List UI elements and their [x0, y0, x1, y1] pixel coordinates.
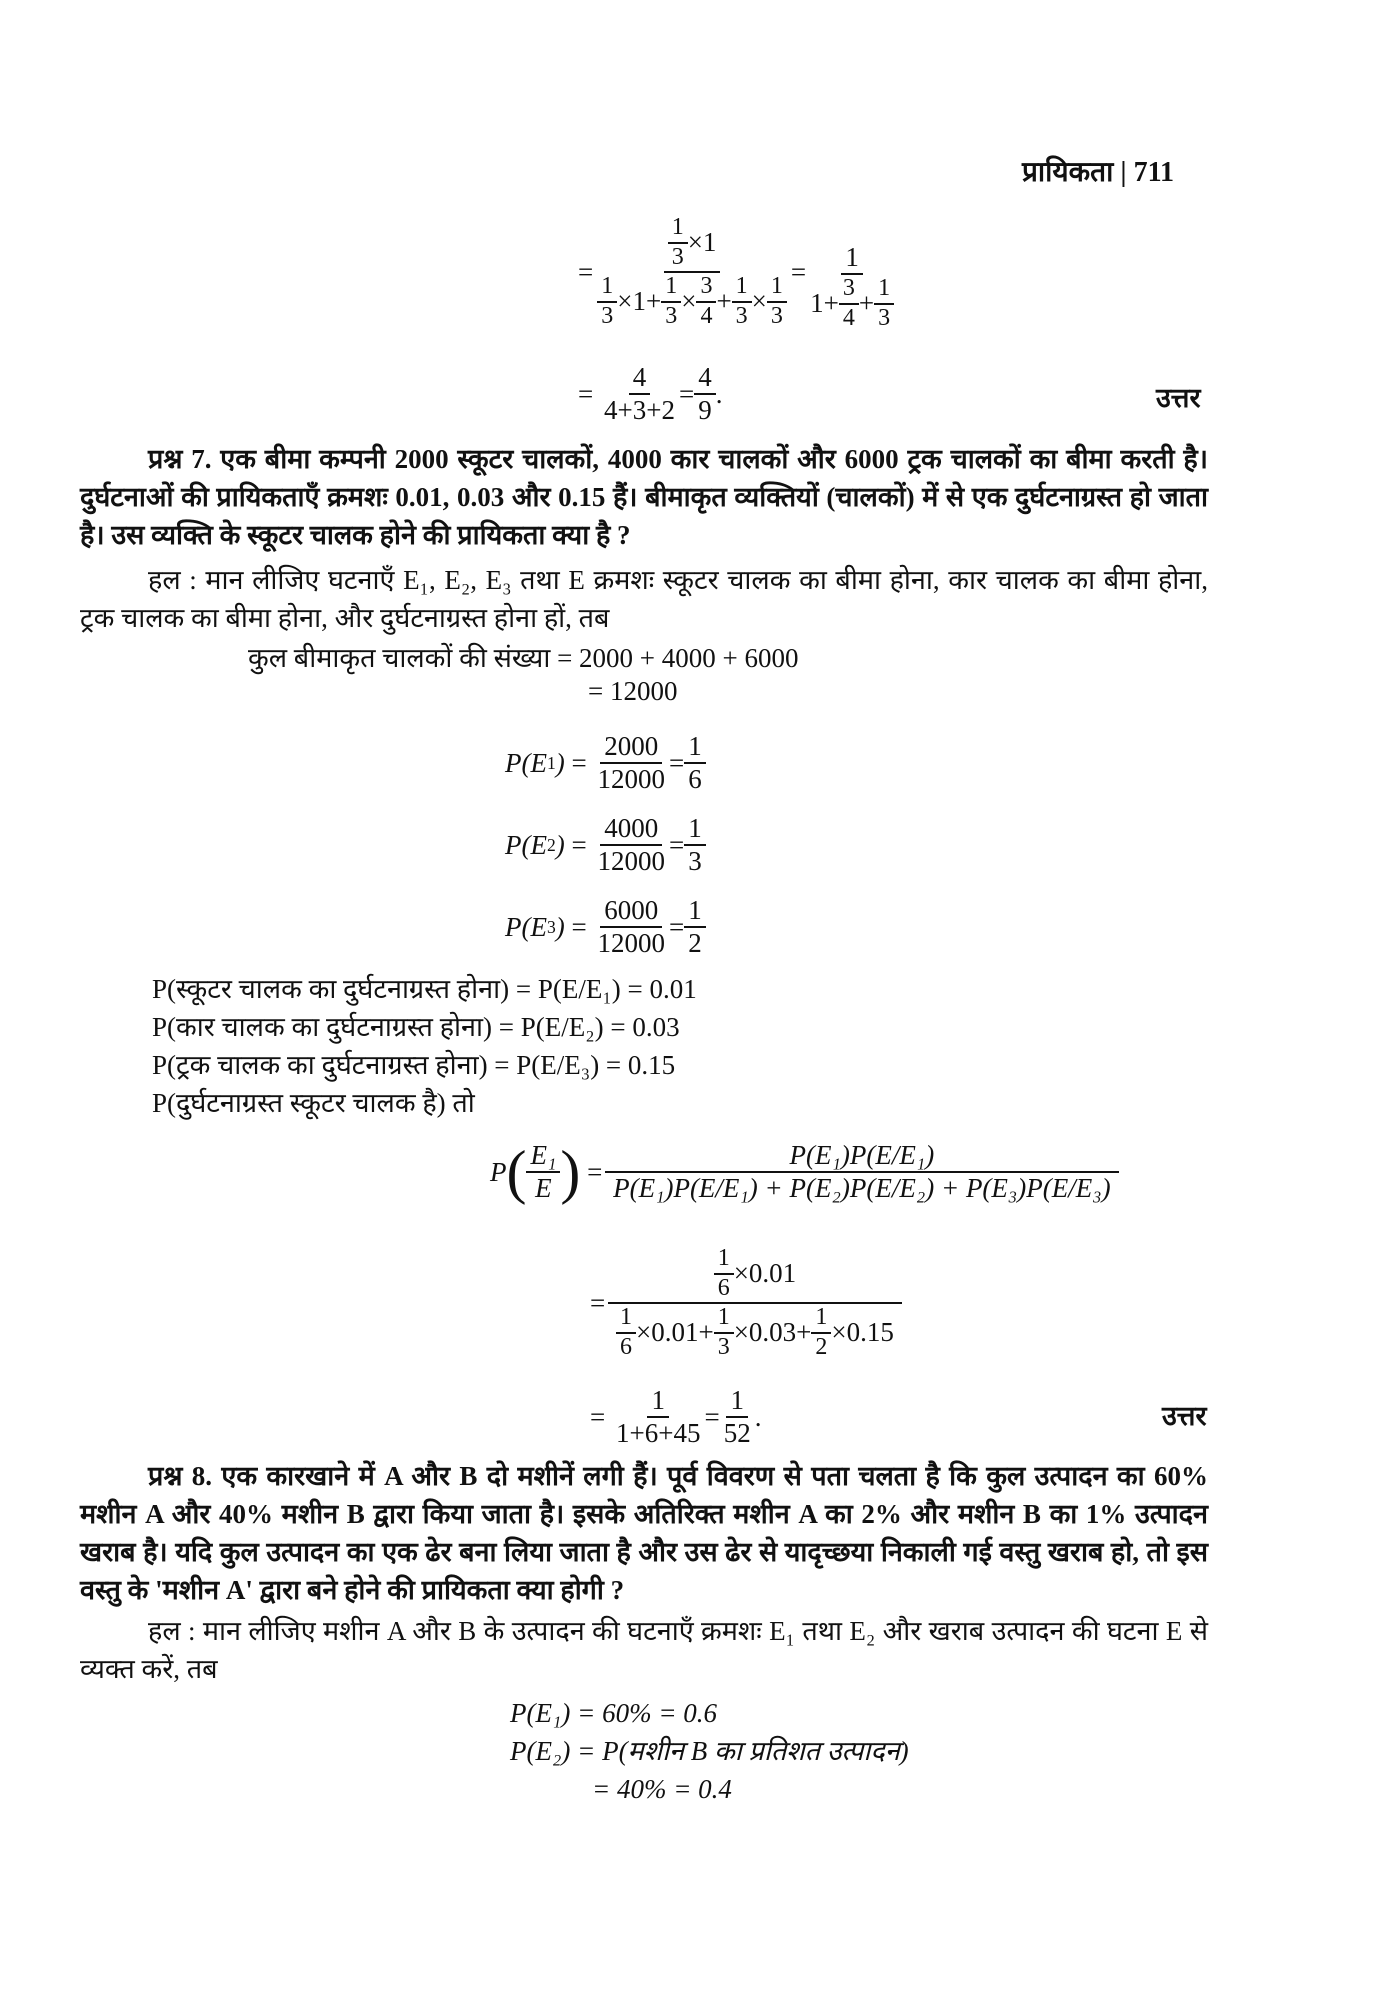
- text: P(E: [505, 911, 547, 942]
- den: 2: [815, 1333, 828, 1360]
- text: +: [716, 286, 732, 317]
- num: 1: [811, 1304, 831, 1334]
- compound-fraction: [593, 214, 791, 330]
- num: 1: [714, 1245, 734, 1275]
- den: 3: [735, 302, 748, 329]
- den: E: [535, 1173, 552, 1204]
- den: 6: [717, 1274, 730, 1301]
- den: 12000: [597, 846, 665, 876]
- page-number: 711: [1133, 157, 1175, 188]
- compound-fraction: [612, 1245, 898, 1361]
- q8-solution-intro: हल : मान लीजिए मशीन A और B के उत्पादन की घटनाएँ क्रमशः E₁ तथा E₂ और खराब उत्पादन की घटना E से व्यक्त करें, तब: [80, 1616, 1208, 1684]
- bayes-substitution: = $\frac{1}{6}$ ×0.01 $\frac{1}{6}$ ×0.01+ $\frac{1}{3}$ ×0.03+ $\frac{1}{2}$ ×0.15: [590, 1245, 898, 1361]
- den: 1+6+45: [615, 1418, 701, 1449]
- text: P(E: [505, 747, 547, 778]
- den: 6: [619, 1333, 632, 1360]
- q8-lines: [510, 1694, 909, 1808]
- num: 1: [684, 895, 706, 928]
- text: ×1+: [617, 286, 662, 317]
- prior-row: P(E 3 ) = $\frac{6000}{12000}$ = $\frac{1}{2}$: [505, 886, 706, 968]
- question-7: प्रश्न 7. एक बीमा कम्पनी 2000 स्कूटर चालकों, 4000 कार चालकों और 6000 ट्रक चालकों का बीमा करती है। दुर्घटनाओं की प्रायिकताएँ क्रमशः 0.01, 0.03 और 0.15 हैं। बीमाकृत व्यक्तियों (चालकों) में से एक दुर्घटनाग्रस्त हो जाता है। उस व्यक्ति के स्कूटर चालक होने की प्रायिकता क्या है ?: [80, 444, 1208, 550]
- text: P: [490, 1156, 507, 1187]
- num: 1: [647, 1385, 669, 1418]
- num: 1: [616, 1304, 636, 1334]
- den: 3: [688, 846, 702, 876]
- likelihood-line: P(दुर्घटनाग्रस्त स्कूटर चालक है) तो: [152, 1088, 475, 1118]
- text: 2: [546, 834, 556, 855]
- text: ): [555, 829, 565, 860]
- den: 6: [688, 764, 702, 794]
- num: 1: [668, 214, 688, 244]
- prior-row: P(E 2 ) = $\frac{4000}{12000}$ = $\frac{1}{3}$: [505, 804, 706, 886]
- den: 9: [698, 395, 712, 426]
- text: ×: [681, 286, 697, 317]
- likelihood-line: P(कार चालक का दुर्घटनाग्रस्त होना) = P(E/E₂) = 0.03: [152, 1012, 680, 1042]
- num: 1: [841, 212, 863, 275]
- equals-sign: =: [678, 378, 695, 409]
- text: ×1: [687, 226, 717, 257]
- num: 1: [732, 273, 752, 303]
- num: 4: [629, 362, 651, 395]
- num: 1: [684, 731, 706, 764]
- bayes-formula: P ( $\frac{\text{E₁}}{E}$ ) = $\frac{\text{P(E₁)P(E/E₁)}}{\text{P(E₁)P(E/E₁) + P(E₂)P(E/E₂) + P(E₃)P(E/E₃)}}$: [490, 1140, 1115, 1204]
- num: 1: [714, 1304, 734, 1334]
- num: 6000: [600, 895, 662, 928]
- den: 3: [671, 243, 684, 270]
- equation-line: P(E₁) = 60% = 0.6: [510, 1698, 718, 1728]
- answer-label: उत्तर: [1156, 383, 1201, 413]
- num: E₁: [526, 1140, 560, 1173]
- den: 12000: [597, 928, 665, 958]
- answer-label: उत्तर: [1162, 1401, 1207, 1431]
- equals-sign: =: [578, 378, 594, 409]
- num: 1: [726, 1385, 748, 1418]
- text: +: [858, 288, 875, 319]
- q7-total-line: कुल बीमाकृत चालकों की संख्या = 2000 + 4000 + 6000: [248, 643, 799, 673]
- num: 4000: [600, 813, 662, 846]
- text: ×0.01: [733, 1258, 797, 1289]
- num: 1: [684, 813, 706, 846]
- q7-priors: [505, 722, 706, 968]
- text: ): [555, 747, 565, 778]
- text: .: [715, 378, 723, 409]
- text: ×0.15: [831, 1317, 894, 1348]
- text: P(E: [505, 829, 547, 860]
- likelihood-line: P(ट्रक चालक का दुर्घटनाग्रस्त होना) = P(E/E₃) = 0.15: [152, 1050, 676, 1080]
- q7-total-result: = 12000: [588, 676, 678, 706]
- den: 3: [717, 1333, 730, 1360]
- num: 4: [694, 362, 716, 395]
- text: ×0.03+: [733, 1317, 812, 1348]
- den: 4: [700, 302, 713, 329]
- num: 1: [874, 275, 894, 305]
- den: 4: [842, 304, 855, 331]
- q7-solution-intro: हल : मान लीजिए घटनाएँ E₁, E₂, E₃ तथा E क्रमशः स्कूटर चालक का बीमा होना, कार चालक का बीमा होना, ट्रक चालक का बीमा होना, और दुर्घटनाग्रस्त होना हों, तब: [80, 565, 1208, 633]
- text: 3: [546, 916, 556, 937]
- q7-likelihoods: [152, 970, 697, 1122]
- text: ×: [751, 286, 767, 317]
- question-8: प्रश्न 8. एक कारखाने में A और B दो मशीनें लगी हैं। पूर्व विवरण से पता चलता है कि कुल उत्पादन का 60% मशीन A और 40% मशीन B द्वारा किया जाता है। इसके अतिरिक्त मशीन A का 2% और मशीन B का 1% उत्पादन खराब है। यदि कुल उत्पादन का एक ढेर बना लिया जाता है और उस ढेर से यादृच्छया निकाली गई वस्तु खराब हो, तो इस वस्तु के 'मशीन A' द्वारा बने होने की प्रायिकता क्या होगी ?: [80, 1461, 1208, 1605]
- simplified-fraction: [806, 212, 898, 332]
- den: 52: [723, 1418, 751, 1449]
- den: 3: [878, 304, 891, 331]
- den: 12000: [597, 764, 665, 794]
- prev-equation-1: [578, 212, 898, 332]
- num: 1: [767, 273, 787, 303]
- equation-line: = 40% = 0.4: [592, 1774, 732, 1804]
- num: 3: [839, 275, 859, 305]
- num: 3: [696, 273, 716, 303]
- chapter-title: प्रायिकता: [1022, 157, 1114, 188]
- equals-sign: =: [578, 256, 594, 287]
- text: 1: [546, 752, 556, 773]
- num: 1: [661, 273, 681, 303]
- text: 1+: [810, 288, 839, 319]
- den: 4+3+2: [603, 395, 675, 426]
- header-separator: |: [1120, 157, 1127, 188]
- text: ): [555, 911, 565, 942]
- den: P(E₁)P(E/E₁) + P(E₂)P(E/E₂) + P(E₃)P(E/E₃): [613, 1173, 1111, 1204]
- text: ×0.01+: [635, 1317, 714, 1348]
- num: P(E₁)P(E/E₁): [605, 1140, 1119, 1173]
- den: 3: [601, 302, 614, 329]
- q7-final: = $\frac{1}{1+6+45}$ = $\frac{1}{52}$ .: [590, 1385, 762, 1449]
- den: 3: [770, 302, 783, 329]
- den: 2: [688, 928, 702, 958]
- den: 3: [665, 302, 678, 329]
- equation-line: P(E₂) = P(मशीन B का प्रतिशत उत्पादन): [510, 1736, 909, 1766]
- equals-sign: =: [790, 256, 807, 287]
- prior-row: P(E 1 ) = $\frac{2000}{12000}$ = $\frac{1}{6}$: [505, 722, 706, 804]
- likelihood-line: P(स्कूटर चालक का दुर्घटनाग्रस्त होना) = P(E/E₁) = 0.01: [152, 974, 697, 1004]
- num: 1: [597, 273, 617, 303]
- prev-equation-2: [578, 362, 722, 426]
- num: 2000: [600, 731, 662, 764]
- page-header: [1022, 152, 1174, 190]
